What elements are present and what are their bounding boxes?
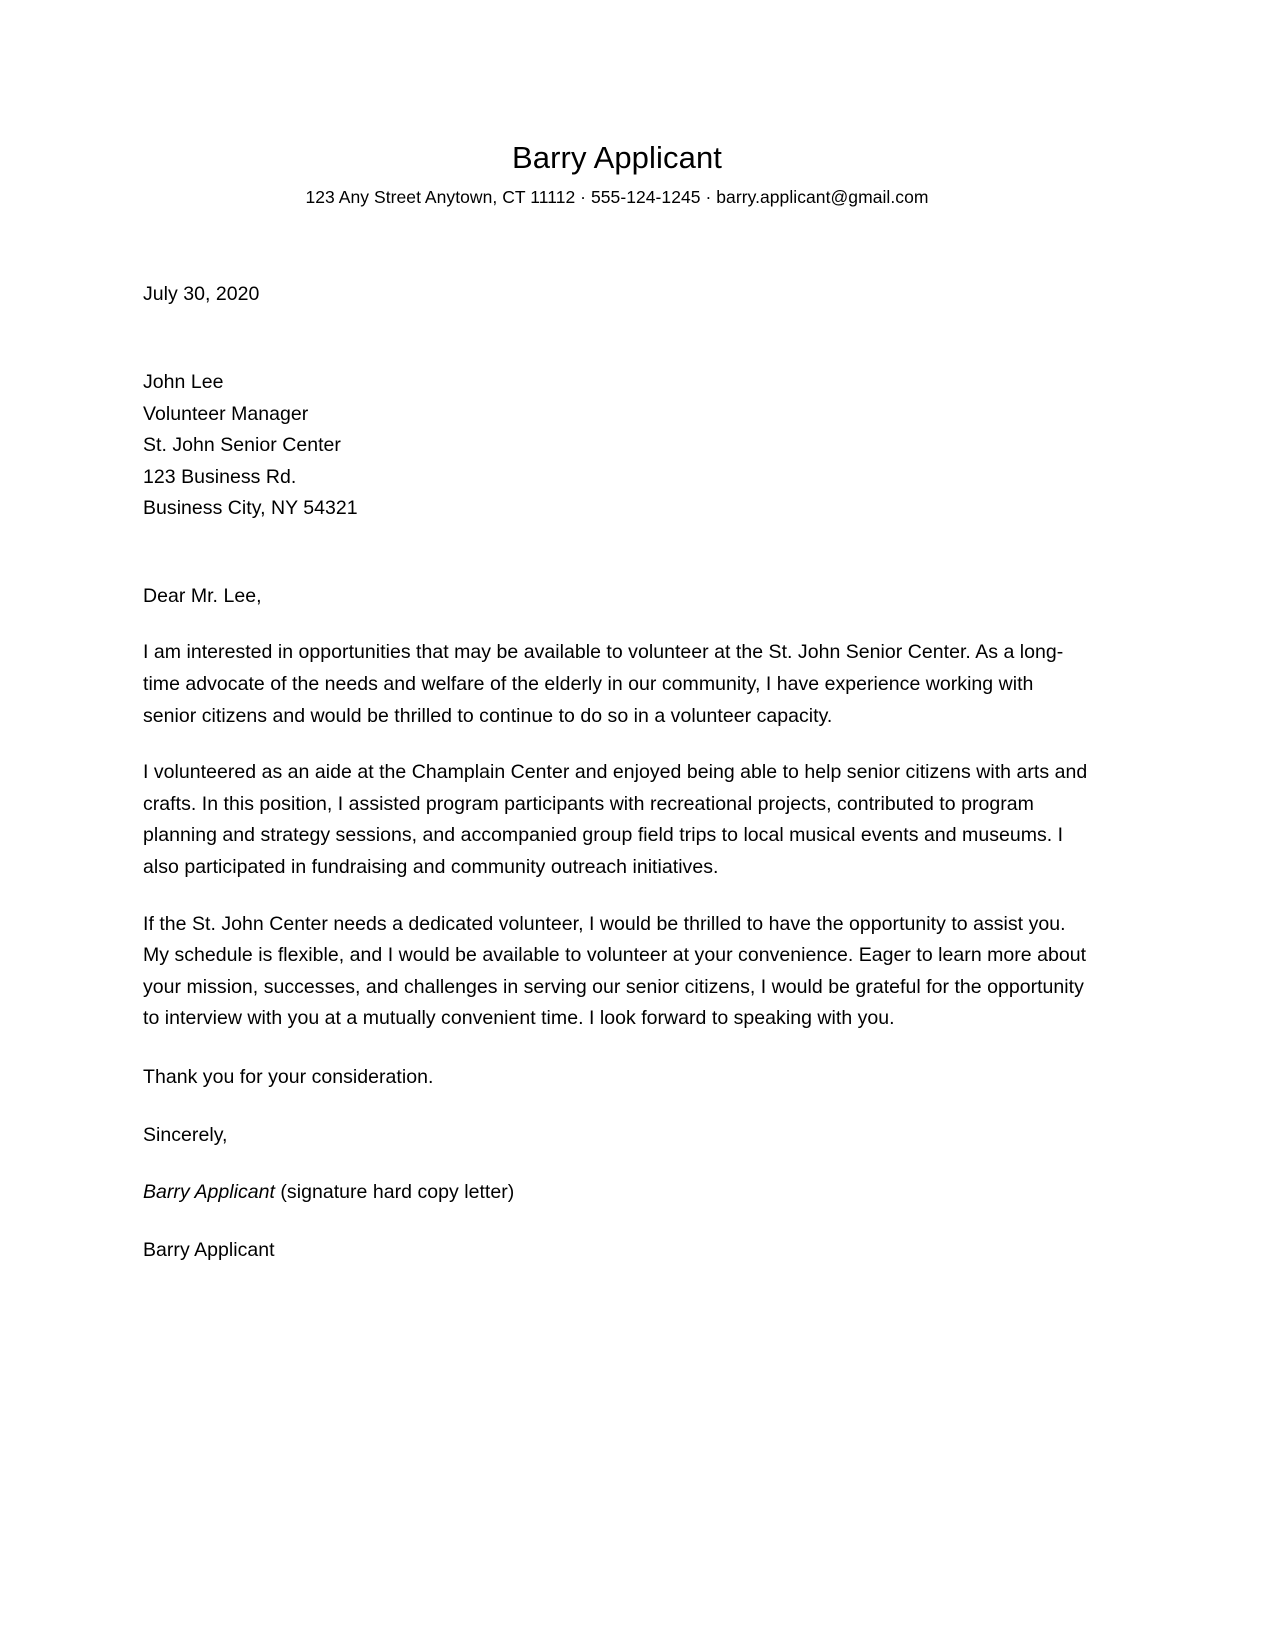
contact-info-line: 123 Any Street Anytown, CT 11112 · 555-124-1245 · barry.applicant@gmail.com: [305, 186, 929, 207]
letterhead: [143, 0, 1091, 208]
signature-name: Barry Applicant: [143, 1181, 275, 1204]
recipient-title: Volunteer Manager: [143, 402, 309, 425]
recipient-street: 123 Business Rd.: [143, 465, 297, 488]
body-paragraph-1: I am interested in opportunities that may be available to volunteer at the St. John Senior Center. As a long-time advocate of the needs and welfare of the elderly in our community, I have experience working with senior citizens and would be thrilled to continue to do so in a volunteer capacity.: [143, 641, 1064, 727]
closing-salutation: Sincerely,: [143, 1123, 228, 1146]
recipient-organization: St. John Senior Center: [143, 434, 341, 457]
signature-line: [143, 1177, 1091, 1209]
recipient-name: John Lee: [143, 370, 224, 393]
typed-signature-name: Barry Applicant: [143, 1238, 275, 1261]
recipient-city-state-zip: Business City, NY 54321: [143, 497, 358, 520]
thank-you-line: Thank you for your consideration.: [143, 1066, 434, 1089]
salutation: Dear Mr. Lee,: [143, 584, 262, 607]
letter-body: [143, 279, 1091, 1266]
signature-note: (signature hard copy letter): [274, 1181, 515, 1204]
page-title: Barry Applicant: [512, 140, 722, 175]
body-paragraph-2: I volunteered as an aide at the Champlain Center and enjoyed being able to help senior citizens with arts and crafts. In this position, I assisted program participants with recreational projects, contributed to program planning and strategy sessions, and accompanied group field trips to local musical events and museums. I also participated in fundraising and community outreach initiatives.: [143, 761, 1088, 879]
body-paragraph-3: If the St. John Center needs a dedicated volunteer, I would be thrilled to have the opportunity to assist you. My schedule is flexible, and I would be available to volunteer at your convenience. Eager to learn more about your mission, successes, and challenges in serving our senior citizens, I would be grateful for the opportunity to interview with you at a mutually convenient time. I look forward to speaking with you.: [143, 912, 1087, 1030]
letter-content: [143, 0, 1091, 1266]
letter-date: July 30, 2020: [143, 283, 260, 306]
recipient-address-block: [143, 367, 1091, 525]
